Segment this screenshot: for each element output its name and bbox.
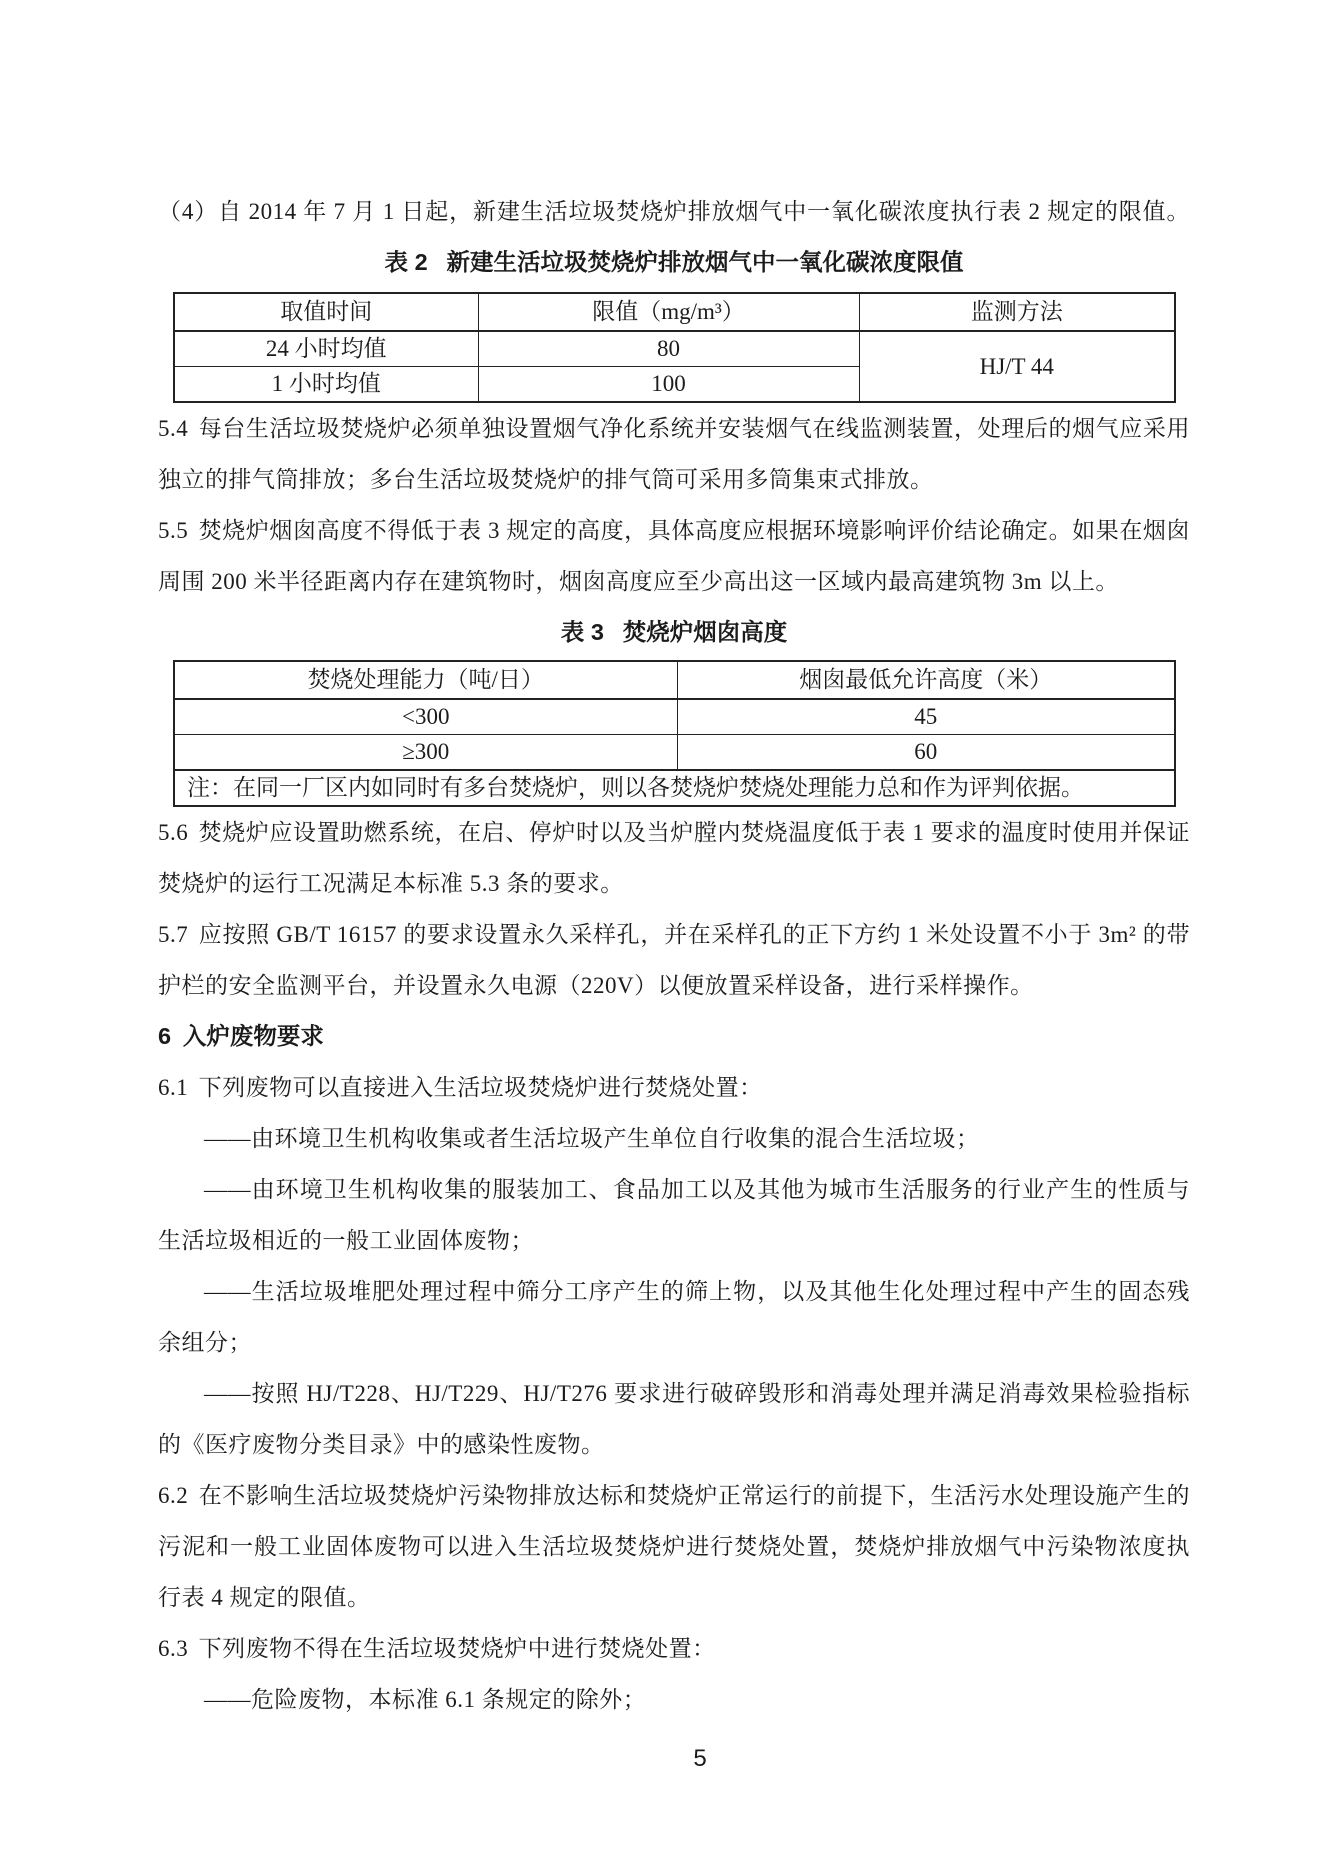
table-2-time-1h: 1 小时均值 (174, 367, 478, 403)
clause-6-2 (158, 1470, 1190, 1623)
clause-6-1 (158, 1062, 1190, 1113)
table-3-capacity-ge300: ≥300 (174, 735, 677, 771)
table-3-stack-height (173, 660, 1176, 807)
clause-4-paragraph: （4）自 2014 年 7 月 1 日起，新建生活垃圾焚烧炉排放烟气中一氧化碳浓度执行表 2 规定的限值。 (158, 199, 1190, 224)
table-3-height-60: 60 (677, 735, 1175, 771)
list-item: ——危险废物，本标准 6.1 条规定的除外； (204, 1687, 647, 1712)
clause-number: 5.5 (158, 518, 189, 543)
clause-5-7 (158, 909, 1190, 1011)
list-item: ——由环境卫生机构收集或者生活垃圾产生单位自行收集的混合生活垃圾； (204, 1126, 980, 1151)
table-3-height-45: 45 (677, 699, 1175, 735)
clause-number: 5.7 (158, 922, 189, 947)
table-2-limit-1h: 100 (478, 367, 859, 403)
list-item: ——按照 HJ/T228、HJ/T229、HJ/T276 要求进行破碎毁形和消毒处理并满足消毒效果检验指标的《医疗废物分类目录》中的感染性废物。 (158, 1381, 1190, 1457)
table2-caption-label: 表 2 (384, 249, 428, 275)
clause-text: 下列废物可以直接进入生活垃圾焚烧炉进行焚烧处置： (198, 1075, 763, 1100)
table-3-note-row (174, 770, 1175, 806)
table-2-time-24h: 24 小时均值 (174, 331, 478, 367)
clause-number: 6.1 (158, 1075, 189, 1100)
clause-number: 5.4 (158, 416, 189, 441)
section-6-heading (158, 1011, 1190, 1062)
table-2-header-row (174, 293, 1175, 331)
page-content (158, 186, 1190, 1725)
table-3-note: 注：在同一厂区内如同时有多台焚烧炉，则以各焚烧炉焚烧处理能力总和作为评判依据。 (174, 770, 1175, 806)
clause-number: 6.3 (158, 1636, 189, 1661)
clause-number: 5.6 (158, 820, 189, 845)
table3-caption (158, 607, 1190, 658)
table2-caption (158, 237, 1190, 288)
clause-text: 应按照 GB/T 16157 的要求设置永久采样孔，并在采样孔的正下方约 1 米处设置不小于 3m² 的带护栏的安全监测平台，并设置永久电源（220V）以便放置采样设备，进行采样操作。 (158, 922, 1190, 998)
table-3-col-height: 烟囱最低允许高度（米） (677, 661, 1175, 699)
table-2-limit-24h: 80 (478, 331, 859, 367)
clause-text: 焚烧炉烟囱高度不得低于表 3 规定的高度，具体高度应根据环境影响评价结论确定。如果在烟囱周围 200 米半径距离内存在建筑物时，烟囱高度应至少高出这一区域内最高建筑物 3m 以上。 (158, 518, 1190, 594)
clause-5-6 (158, 807, 1190, 909)
table-2-method-cell: HJ/T 44 (859, 331, 1175, 402)
section-number: 6 (158, 1023, 172, 1049)
table-2-col-time: 取值时间 (174, 293, 478, 331)
table-3-capacity-lt300: <300 (174, 699, 677, 735)
table-3-header-row (174, 661, 1175, 699)
table3-caption-label: 表 3 (560, 619, 604, 645)
table3-caption-title: 焚烧炉烟囱高度 (622, 619, 788, 645)
list-item: ——生活垃圾堆肥处理过程中筛分工序产生的筛上物，以及其他生化处理过程中产生的固态残余组分； (158, 1279, 1190, 1355)
table-row (174, 699, 1175, 735)
clause-text: 下列废物不得在生活垃圾焚烧炉中进行焚烧处置： (198, 1636, 716, 1661)
clause-number: 6.2 (158, 1483, 189, 1508)
clause-text: 焚烧炉应设置助燃系统，在启、停炉时以及当炉膛内焚烧温度低于表 1 要求的温度时使用并保证焚烧炉的运行工况满足本标准 5.3 条的要求。 (158, 820, 1190, 896)
table-3-col-capacity: 焚烧处理能力（吨/日） (174, 661, 677, 699)
list-item: ——由环境卫生机构收集的服装加工、食品加工以及其他为城市生活服务的行业产生的性质与生活垃圾相近的一般工业固体废物； (158, 1177, 1190, 1253)
table-2-col-limit: 限值（mg/m³） (478, 293, 859, 331)
section-title: 入炉废物要求 (182, 1023, 324, 1049)
table-row (174, 331, 1175, 367)
clause-5-4 (158, 403, 1190, 505)
clause-text: 在不影响生活垃圾焚烧炉污染物排放达标和焚烧炉正常运行的前提下，生活污水处理设施产生的污泥和一般工业固体废物可以进入生活垃圾焚烧炉进行焚烧处置，焚烧炉排放烟气中污染物浓度执行表 4 规定的限值。 (158, 1483, 1190, 1610)
clause-6-3 (158, 1623, 1190, 1674)
clause-text: 每台生活垃圾焚烧炉必须单独设置烟气净化系统并安装烟气在线监测装置，处理后的烟气应采用独立的排气筒排放；多台生活垃圾焚烧炉的排气筒可采用多筒集束式排放。 (158, 416, 1190, 492)
table-row (174, 735, 1175, 771)
table2-caption-title: 新建生活垃圾焚烧炉排放烟气中一氧化碳浓度限值 (446, 249, 964, 275)
page-number: 5 (693, 1745, 707, 1772)
table-2-co-limits (173, 292, 1176, 403)
clause-5-5 (158, 505, 1190, 607)
table-2-col-method: 监测方法 (859, 293, 1175, 331)
